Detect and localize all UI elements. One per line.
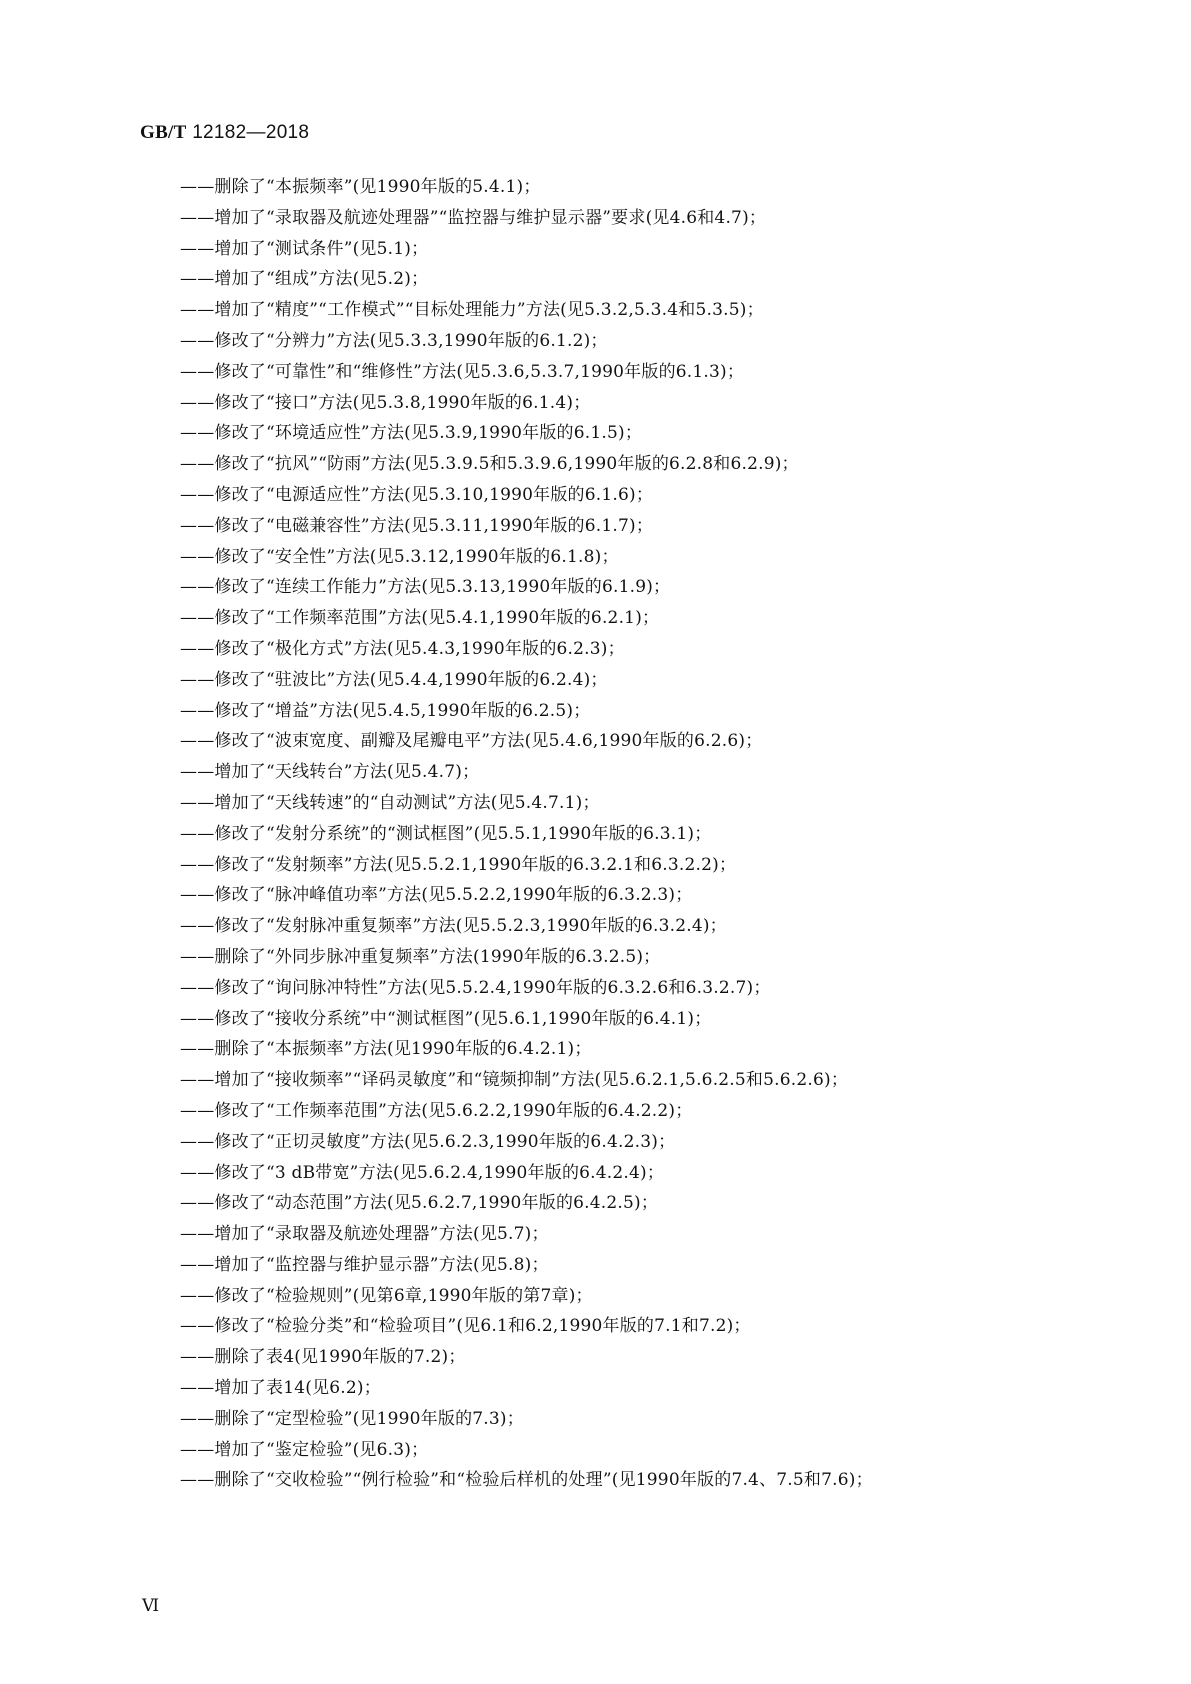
list-item: ——修改了“接口”方法(见5.3.8,1990年版的6.1.4)； (180, 392, 591, 413)
list-item: ——修改了“询问脉冲特性”方法(见5.5.2.4,1990年版的6.3.2.6和6.3.2.7)； (180, 977, 771, 998)
list-item: ——修改了“脉冲峰值功率”方法(见5.5.2.2,1990年版的6.3.2.3)； (180, 885, 693, 906)
list-item: ——删除了“外同步脉冲重复频率”方法(1990年版的6.3.2.5)； (180, 946, 661, 967)
list-item: ——修改了“波束宽度、副瓣及尾瓣电平”方法(见5.4.6,1990年版的6.2.6)； (180, 731, 763, 752)
list-item: ——增加了表14(见6.2)； (180, 1378, 381, 1399)
list-item: ——增加了“天线转速”的“自动测试”方法(见5.4.7.1)； (180, 792, 600, 813)
standard-prefix: GB/T (140, 122, 187, 143)
list-item: ——修改了“3 dB带宽”方法(见5.6.2.4,1990年版的6.4.2.4)； (180, 1162, 665, 1183)
list-item: ——增加了“接收频率”“译码灵敏度”和“镜频抑制”方法(见5.6.2.1,5.6.2.5和5.6.2.6)； (180, 1070, 849, 1091)
list-item: ——修改了“检验分类”和“检验项目”(见6.1和6.2,1990年版的7.1和7.2)； (180, 1316, 751, 1337)
list-item: ——修改了“发射分系统”的“测试框图”(见5.5.1,1990年版的6.3.1)； (180, 823, 712, 844)
change-list (180, 172, 1140, 1496)
page-header (140, 122, 309, 144)
list-item: ——修改了“可靠性”和“维修性”方法(见5.3.6,5.3.7,1990年版的6.1.3)； (180, 361, 745, 382)
list-item: ——修改了“电源适应性”方法(见5.3.10,1990年版的6.1.6)； (180, 484, 654, 505)
list-item: ——修改了“正切灵敏度”方法(见5.6.2.3,1990年版的6.4.2.3)； (180, 1131, 676, 1152)
standard-number: 12182—2018 (186, 122, 310, 143)
list-item: ——增加了“天线转台”方法(见5.4.7)； (180, 762, 480, 783)
list-item: ——修改了“分辨力”方法(见5.3.3,1990年版的6.1.2)； (180, 330, 608, 351)
list-item: ——删除了表4(见1990年版的7.2)； (180, 1347, 466, 1368)
list-item: ——删除了“本振频率”方法(见1990年版的6.4.2.1)； (180, 1039, 592, 1060)
list-item: ——删除了“本振频率”(见1990年版的5.4.1)； (180, 177, 541, 197)
list-item: ——修改了“极化方式”方法(见5.4.3,1990年版的6.2.3)； (180, 638, 625, 659)
list-item: ——修改了“抗风”“防雨”方法(见5.3.9.5和5.3.9.6,1990年版的6.2.8和6.2.9)； (180, 454, 799, 475)
list-item: ——修改了“发射脉冲重复频率”方法(见5.5.2.3,1990年版的6.3.2.4)； (180, 916, 727, 937)
list-item: ——修改了“电磁兼容性”方法(见5.3.11,1990年版的6.1.7)； (180, 515, 654, 536)
list-item: ——修改了“连续工作能力”方法(见5.3.13,1990年版的6.1.9)； (180, 577, 671, 598)
list-item: ——修改了“工作频率范围”方法(见5.6.2.2,1990年版的6.4.2.2)； (180, 1100, 693, 1121)
list-item: ——修改了“发射频率”方法(见5.5.2.1,1990年版的6.3.2.1和6.3.2.2)； (180, 854, 737, 875)
list-item: ——增加了“鉴定检验”(见6.3)； (180, 1439, 429, 1460)
list-item: ——修改了“动态范围”方法(见5.6.2.7,1990年版的6.4.2.5)； (180, 1193, 659, 1214)
list-item: ——修改了“环境适应性”方法(见5.3.9,1990年版的6.1.5)； (180, 423, 643, 444)
list-item: ——修改了“安全性”方法(见5.3.12,1990年版的6.1.8)； (180, 546, 619, 567)
list-item: ——修改了“驻波比”方法(见5.4.4,1990年版的6.2.4)； (180, 669, 608, 690)
list-item: ——删除了“定型检验”(见1990年版的7.3)； (180, 1408, 524, 1429)
list-item: ——增加了“组成”方法(见5.2)； (180, 269, 429, 290)
list-item: ——增加了“录取器及航迹处理器”“监控器与维护显示器”要求(见4.6和4.7)； (180, 207, 767, 228)
list-item: ——修改了“增益”方法(见5.4.5,1990年版的6.2.5)； (180, 700, 591, 721)
page-number: Ⅵ (142, 1596, 160, 1615)
list-item: ——增加了“测试条件”(见5.1)； (180, 238, 429, 259)
list-item: ——修改了“接收分系统”中“测试框图”(见5.6.1,1990年版的6.4.1)； (180, 1008, 712, 1029)
list-item: ——增加了“精度”“工作模式”“目标处理能力”方法(见5.3.2,5.3.4和5.3.5)； (180, 300, 764, 321)
list-item: ——增加了“录取器及航迹处理器”方法(见5.7)； (180, 1224, 549, 1245)
list-item: ——修改了“工作频率范围”方法(见5.4.1,1990年版的6.2.1)； (180, 608, 660, 629)
list-item: ——修改了“检验规则”(见第6章,1990年版的第7章)； (180, 1285, 593, 1306)
list-item: ——增加了“监控器与维护显示器”方法(见5.8)； (180, 1254, 549, 1275)
list-item: ——删除了“交收检验”“例行检验”和“检验后样机的处理”(见1990年版的7.4、7.5和7.6)； (180, 1470, 873, 1491)
